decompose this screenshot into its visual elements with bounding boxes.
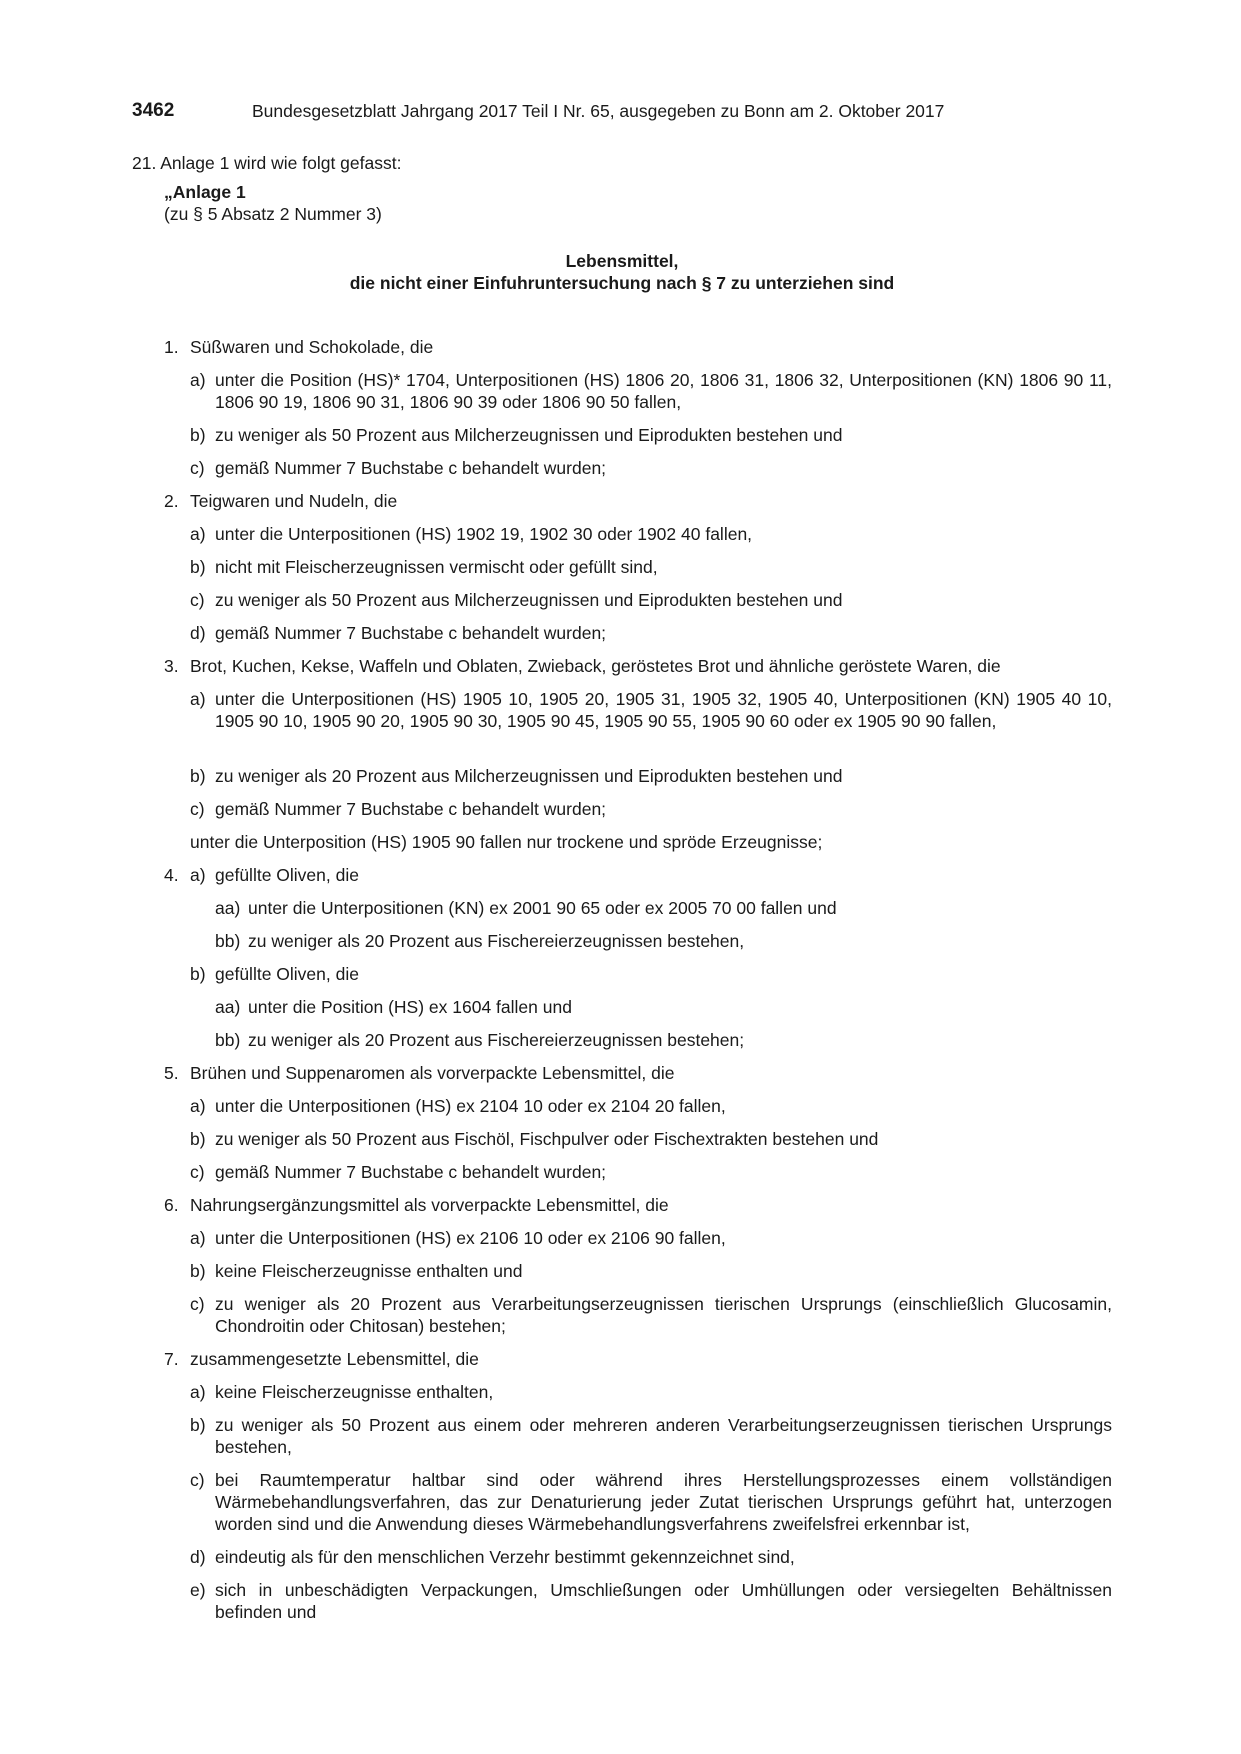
item-7c-label: c) — [190, 1470, 205, 1490]
page-number: 3462 — [132, 100, 175, 121]
opening-quote: „ — [164, 182, 173, 202]
item-5-text: Brühen und Suppenaromen als vorverpackte Lebensmittel, die — [190, 1063, 675, 1083]
item-1c-text: gemäß Nummer 7 Buchstabe c behandelt wurden; — [215, 458, 607, 478]
item-4b-aa-text: unter die Position (HS) ex 1604 fallen und — [248, 997, 572, 1017]
item-2-number: 2. — [164, 491, 179, 511]
item-3-text: Brot, Kuchen, Kekse, Waffeln und Oblaten, Zwieback, geröstetes Brot und ähnliche geröstete Waren, die — [190, 656, 1001, 676]
item-6-number: 6. — [164, 1195, 179, 1215]
item-6a-text: unter die Unterpositionen (HS) ex 2106 10 oder ex 2106 90 fallen, — [215, 1228, 726, 1248]
item-6b-text: keine Fleischerzeugnisse enthalten und — [215, 1261, 523, 1281]
item-2c-text: zu weniger als 50 Prozent aus Milcherzeugnissen und Eiprodukten bestehen und — [215, 590, 843, 610]
item-2b-label: b) — [190, 557, 206, 577]
item-3b-label: b) — [190, 766, 206, 786]
item-2-text: Teigwaren und Nudeln, die — [190, 491, 398, 511]
item-4b-bb-text: zu weniger als 20 Prozent aus Fischereierzeugnissen bestehen; — [248, 1030, 745, 1050]
amendment-intro: 21. Anlage 1 wird wie folgt gefasst: — [132, 153, 402, 173]
item-1b-label: b) — [190, 425, 206, 445]
item-5c-text: gemäß Nummer 7 Buchstabe c behandelt wurden; — [215, 1162, 607, 1182]
item-4b-label: b) — [190, 964, 206, 984]
running-title: Bundesgesetzblatt Jahrgang 2017 Teil I Nr. 65, ausgegeben zu Bonn am 2. Oktober 2017 — [252, 101, 945, 121]
item-7d-label: d) — [190, 1547, 206, 1567]
item-6c-text: zu weniger als 20 Prozent aus Verarbeitungserzeugnissen tierischen Ursprungs (einschließlich Glucosamin, Chondroitin oder Chitosan) bestehen; — [215, 1294, 1112, 1336]
item-2d-text: gemäß Nummer 7 Buchstabe c behandelt wurden; — [215, 623, 607, 643]
item-1-text: Süßwaren und Schokolade, die — [190, 337, 434, 357]
item-7e-label: e) — [190, 1580, 206, 1600]
item-6b-label: b) — [190, 1261, 206, 1281]
page-header — [132, 100, 1112, 128]
item-1a-text: unter die Position (HS)* 1704, Unterpositionen (HS) 1806 20, 1806 31, 1806 32, Unterpositionen (KN) 1806 90 11, 1806 90 19, 1806 90 31, 1806 90 39 oder 1806 90 50 fallen, — [215, 370, 1112, 412]
item-2a-label: a) — [190, 524, 206, 544]
heading-line-1: Lebensmittel, — [565, 251, 679, 271]
item-7b-label: b) — [190, 1415, 206, 1435]
heading-line-2: die nicht einer Einfuhruntersuchung nach § 7 zu unterziehen sind — [349, 273, 895, 293]
item-3-note: unter die Unterposition (HS) 1905 90 fallen nur trockene und spröde Erzeugnisse; — [190, 832, 823, 852]
anlage-title — [164, 181, 246, 203]
item-4a-text: gefüllte Oliven, die — [215, 865, 359, 885]
item-5b-label: b) — [190, 1129, 206, 1149]
item-5a-text: unter die Unterpositionen (HS) ex 2104 10 oder ex 2104 20 fallen, — [215, 1096, 726, 1116]
item-3a-label: a) — [190, 689, 206, 709]
item-3c-label: c) — [190, 799, 205, 819]
item-4a-bb-label: bb) — [215, 931, 241, 951]
item-5a-label: a) — [190, 1096, 206, 1116]
item-4b-aa-label: aa) — [215, 997, 241, 1017]
item-3-number: 3. — [164, 656, 179, 676]
item-7d-text: eindeutig als für den menschlichen Verzehr bestimmt gekennzeichnet sind, — [215, 1547, 795, 1567]
item-7-number: 7. — [164, 1349, 179, 1369]
item-4a-label: a) — [190, 865, 206, 885]
item-3a-text: unter die Unterpositionen (HS) 1905 10, 1905 20, 1905 31, 1905 32, 1905 40, Unterpositionen (KN) 1905 40 10, 1905 90 10, 1905 90 20, 1905 90 30, 1905 90 45, 1905 90 55, 1905 90 60 oder ex 1905 90 90 fallen, — [215, 689, 1112, 731]
item-2b-text: nicht mit Fleischerzeugnissen vermischt oder gefüllt sind, — [215, 557, 658, 577]
item-5b-text: zu weniger als 50 Prozent aus Fischöl, Fischpulver oder Fischextrakten bestehen und — [215, 1129, 879, 1149]
item-6c-label: c) — [190, 1294, 205, 1314]
item-4a-bb-text: zu weniger als 20 Prozent aus Fischereierzeugnissen bestehen, — [248, 931, 745, 951]
item-6-text: Nahrungsergänzungsmittel als vorverpackte Lebensmittel, die — [190, 1195, 669, 1215]
item-7e-text: sich in unbeschädigten Verpackungen, Umschließungen oder Umhüllungen oder versiegelten Behältnissen befinden und — [215, 1580, 1112, 1622]
item-7a-text: keine Fleischerzeugnisse enthalten, — [215, 1382, 494, 1402]
item-3b-text: zu weniger als 20 Prozent aus Milcherzeugnissen und Eiprodukten bestehen und — [215, 766, 843, 786]
item-2a-text: unter die Unterpositionen (HS) 1902 19, 1902 30 oder 1902 40 fallen, — [215, 524, 753, 544]
item-1c-label: c) — [190, 458, 205, 478]
item-7c-text: bei Raumtemperatur haltbar sind oder während ihres Herstellungsprozesses einem vollständigen Wärmebehandlungsverfahren, das zur Denaturierung jeder Zutat tierischen Ursprungs geführt hat, unterzogen worden sind und die Anwendung dieses Wärmebehandlungsverfahrens zweifelsfrei erkennbar ist, — [215, 1470, 1112, 1534]
item-4a-aa-text: unter die Unterpositionen (KN) ex 2001 90 65 oder ex 2005 70 00 fallen und — [248, 898, 837, 918]
item-2c-label: c) — [190, 590, 205, 610]
item-4b-text: gefüllte Oliven, die — [215, 964, 359, 984]
item-5c-label: c) — [190, 1162, 205, 1182]
item-1-number: 1. — [164, 337, 179, 357]
anlage-title-text: Anlage 1 — [172, 182, 246, 202]
item-7a-label: a) — [190, 1382, 206, 1402]
item-1b-text: zu weniger als 50 Prozent aus Milcherzeugnissen und Eiprodukten bestehen und — [215, 425, 843, 445]
item-4-number: 4. — [164, 865, 179, 885]
anlage-reference: (zu § 5 Absatz 2 Nummer 3) — [164, 204, 382, 224]
item-5-number: 5. — [164, 1063, 179, 1083]
item-7b-text: zu weniger als 50 Prozent aus einem oder mehreren anderen Verarbeitungserzeugnissen tierischen Ursprungs bestehen, — [215, 1415, 1112, 1457]
item-6a-label: a) — [190, 1228, 206, 1248]
item-4b-bb-label: bb) — [215, 1030, 241, 1050]
item-3c-text: gemäß Nummer 7 Buchstabe c behandelt wurden; — [215, 799, 607, 819]
item-7-text: zusammengesetzte Lebensmittel, die — [190, 1349, 479, 1369]
item-2d-label: d) — [190, 623, 206, 643]
item-1a-label: a) — [190, 370, 206, 390]
item-4a-aa-label: aa) — [215, 898, 241, 918]
